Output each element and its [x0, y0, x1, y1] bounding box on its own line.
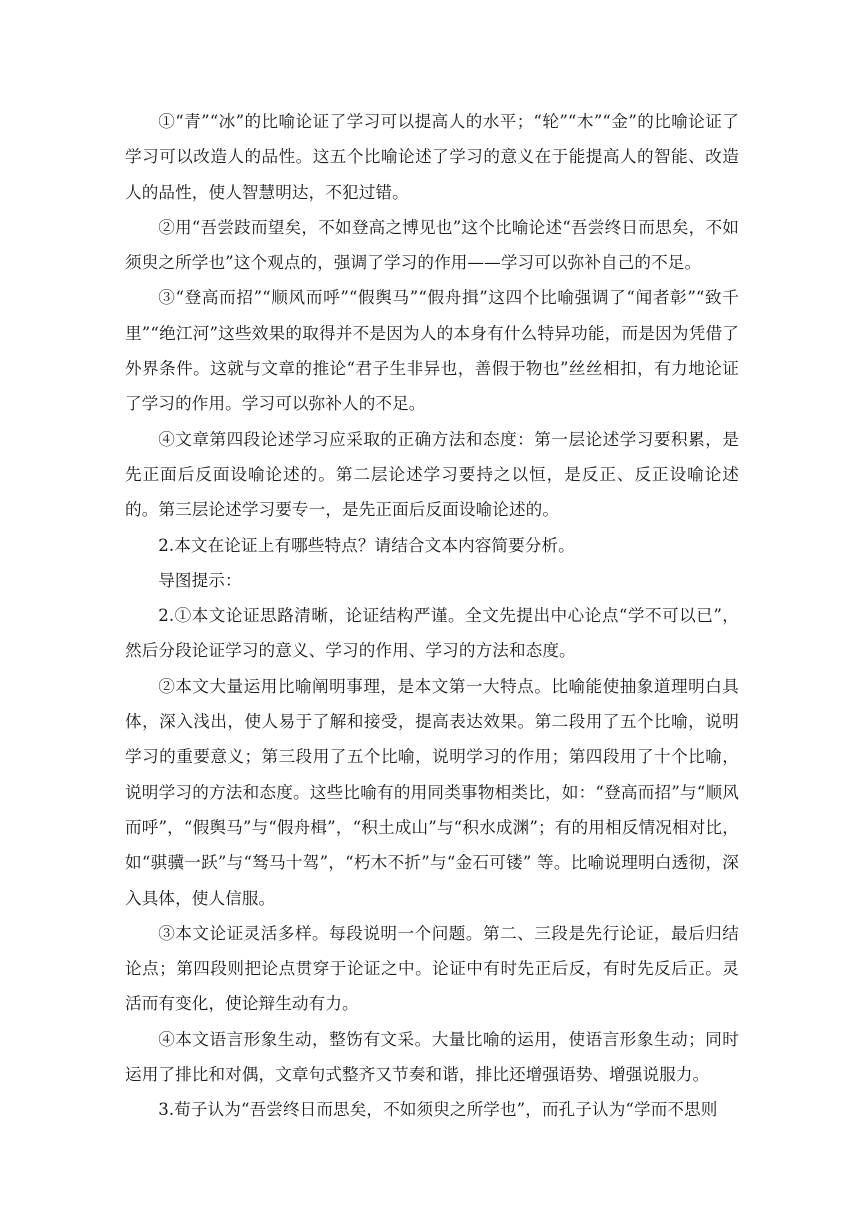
- question-2: 2.本文在论证上有哪些特点？请结合文本内容简要分析。: [158, 535, 575, 555]
- paragraph-metaphor-2: ②用“吾尝跂而望矣，不如登高之博见也”这个比喻论述“吾尝终日而思矣，不如须臾之所学也”这个观点的，强调了学习的作用——学习可以弥补自己的不足。: [125, 217, 739, 273]
- guide-hint-label: 导图提示：: [158, 570, 242, 590]
- answer-2-point-4: ④本文语言形象生动，整饬有文采。大量比喻的运用，使语言形象生动；同时运用了排比和对偶，文章句式整齐又节奏和谐，排比还增强语势、增强说服力。: [125, 1029, 739, 1085]
- paragraph-metaphor-4: ④文章第四段论述学习应采取的正确方法和态度：第一层论述学习要积累，是先正面后反面设喻论述的。第二层论述学习要持之以恒，是反正、反正设喻论述的。第三层论述学习要专一，是先正面后反面设喻论述的。: [125, 429, 739, 520]
- paragraph-metaphor-1: ①“青”“冰”的比喻论证了学习可以提高人的水平；“轮”“木”“金”的比喻论证了学习可以改造人的品性。这五个比喻论述了学习的意义在于能提高人的智能、改造人的品性，使人智慧明达，不犯过错。: [125, 112, 739, 202]
- question-3: 3.荀子认为“吾尝终日而思矣，不如须臾之所学也”，而孔子认为“学而不思则: [158, 1100, 718, 1120]
- answer-2-point-1: 2.①本文论证思路清晰，论证结构严谨。全文先提出中心论点“学不可以已”，然后分段论证学习的意义、学习的作用、学习的方法和态度。: [125, 606, 739, 661]
- answer-2-point-3: ③本文论证灵活多样。每段说明一个问题。第二、三段是先行论证，最后归结论点；第四段则把论点贯穿于论证之中。论证中有时先正后反，有时先反后正。灵活而有变化，使论辩生动有力。: [125, 923, 739, 1014]
- answer-2-point-2: ②本文大量运用比喻阐明事理，是本文第一大特点。比喻能使抽象道理明白具体，深入浅出，使人易于了解和接受，提高表达效果。第二段用了五个比喻，说明学习的重要意义；第三段用了五个比喻，说明学习的作用；第四段用了十个比喻，说明学习的方法和态度。这些比喻有的用同类事物相类比，如：“登高而招”与“顺风而呼”，“假舆马”与“假舟楫”，“积土成山”与“积水成渊”；有的用相反情况相对比，如“骐骥一跃”与“驽马十驾”，“朽木不折”与“金石可镂” 等。比喻说理明白透彻，深入具体，使人信服。: [125, 676, 739, 908]
- paragraph-metaphor-3: ③“登高而招”“顺风而呼”“假舆马”“假舟揖”这四个比喻强调了“闻者彰”“致千里”“绝江河”这些效果的取得并不是因为人的本身有什么特异功能，而是因为凭借了外界条件。这就与文章的推论“君子生非异也，善假于物也”丝丝相扣，有力地论证了学习的作用。学习可以弥补人的不足。: [125, 288, 739, 414]
- document-body: [125, 104, 739, 1128]
